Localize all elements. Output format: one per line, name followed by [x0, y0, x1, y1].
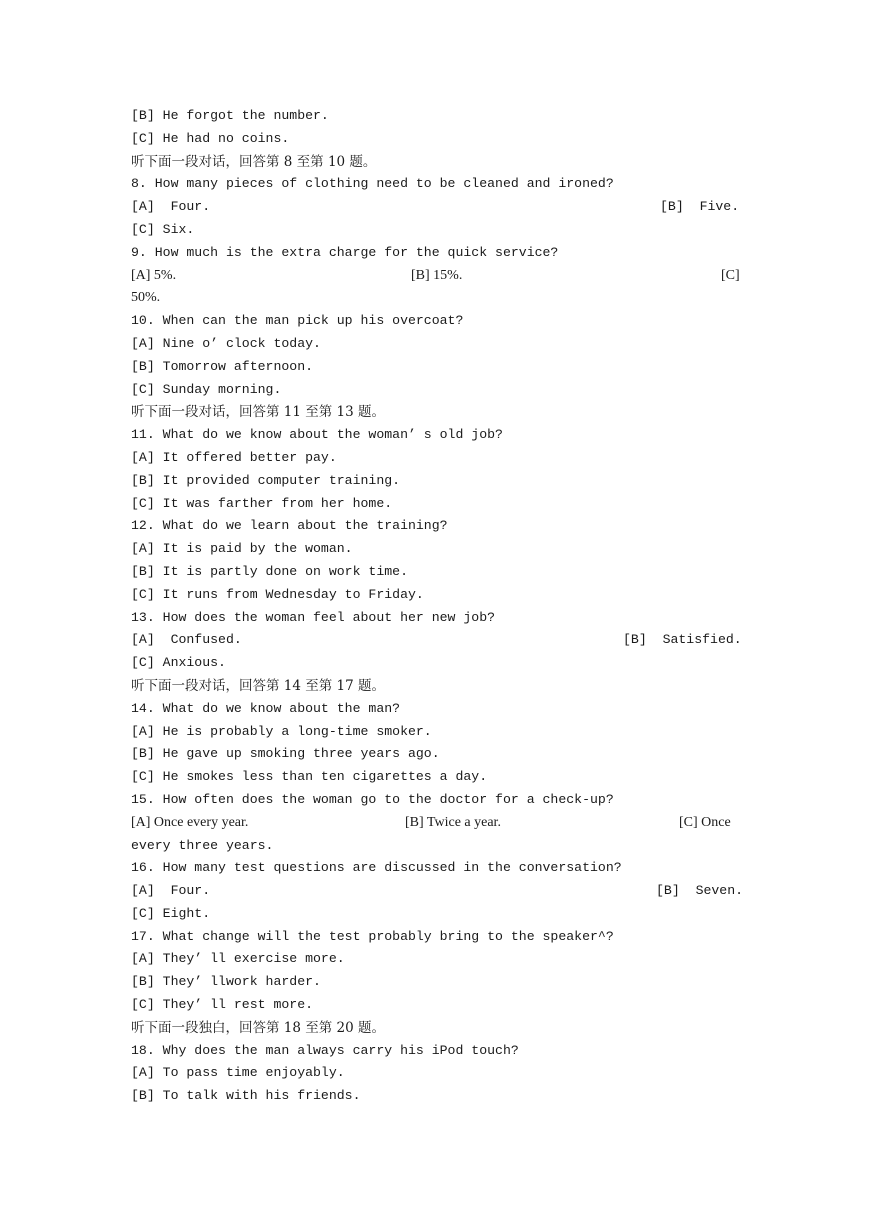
option-text: 50%. — [131, 290, 161, 306]
option-text: [B] He forgot the number. — [131, 108, 329, 123]
option-b: [B] Seven. — [656, 883, 744, 899]
option-text: [B] He gave up smoking three years ago. — [131, 746, 440, 762]
option-a: [A] Once every year. — [131, 814, 249, 830]
options-row — [131, 629, 743, 652]
option-text: [C] It was farther from her home. — [131, 495, 393, 511]
options-row — [131, 196, 743, 219]
question-text: 15. How often does the woman go to the doctor for a check-up? — [131, 791, 614, 807]
option-a: [A] Four. — [131, 199, 211, 215]
question-text: 18. Why does the man always carry his iPod touch? — [131, 1042, 519, 1058]
question-text: 14. What do we know about the man? — [131, 700, 401, 716]
option-a: [A] Confused. — [131, 632, 242, 648]
option-text: [A] He is probably a long-time smoker. — [131, 723, 432, 739]
option-text: [C] Eight. — [131, 905, 211, 921]
section-instruction: 听下面一段对话，回答第 11 至第 13 题。 — [131, 404, 386, 421]
option-text: [B] It provided computer training. — [131, 472, 401, 488]
option-a: [A] 5%. — [131, 267, 177, 283]
option-text: [A] Nine o’ clock today. — [131, 335, 321, 351]
question-text: 11. What do we know about the woman’ s old job? — [131, 427, 503, 443]
option-text: [C] It runs from Wednesday to Friday. — [131, 586, 424, 602]
question-text: 17. What change will the test probably bring to the speaker^? — [131, 928, 614, 944]
option-text: [C] Six. — [131, 221, 195, 237]
option-text: [B] Tomorrow afternoon. — [131, 358, 314, 374]
option-b: [B] 15%. — [411, 267, 463, 283]
option-text: [C] He had no coins. — [131, 130, 290, 146]
option-text: [A] They’ ll exercise more. — [131, 951, 345, 967]
option-text: [B] They’ llwork harder. — [131, 974, 321, 990]
option-b: [B] Five. — [660, 199, 740, 215]
option-text: [A] It offered better pay. — [131, 449, 337, 465]
option-text: [C] They’ ll rest more. — [131, 997, 314, 1013]
option-text: [B] To talk with his friends. — [131, 1088, 361, 1104]
option-text: [B] It is partly done on work time. — [131, 563, 408, 579]
option-text: [A] To pass time enjoyably. — [131, 1065, 345, 1081]
option-text: [A] It is paid by the woman. — [131, 541, 353, 557]
section-instruction: 听下面一段对话，回答第 8 至第 10 题。 — [131, 153, 377, 170]
option-b: [B] Satisfied. — [623, 632, 742, 648]
option-a: [A] Four. — [131, 883, 211, 899]
question-text: 16. How many test questions are discussed in the conversation? — [131, 860, 622, 876]
question-text: 13. How does the woman feel about her new job? — [131, 609, 496, 625]
section-instruction: 听下面一段独白，回答第 18 至第 20 题。 — [131, 1019, 386, 1036]
question-text: 10. When can the man pick up his overcoat? — [131, 313, 464, 329]
section-instruction: 听下面一段对话，回答第 14 至第 17 题。 — [131, 677, 386, 694]
option-text: [C] Anxious. — [131, 655, 226, 671]
question-text: 12. What do we learn about the training? — [131, 518, 448, 534]
option-c: [C] Once — [679, 814, 731, 830]
question-text: 8. How many pieces of clothing need to be cleaned and ironed? — [131, 176, 614, 192]
options-row — [131, 265, 743, 288]
options-row — [131, 812, 743, 835]
option-text: every three years. — [131, 837, 274, 853]
options-row — [131, 880, 743, 903]
option-text: [C] He smokes less than ten cigarettes a day. — [131, 769, 488, 785]
option-c: [C] — [721, 267, 740, 283]
question-text: 9. How much is the extra charge for the quick service? — [131, 244, 559, 260]
option-b: [B] Twice a year. — [405, 814, 501, 830]
document-page — [131, 105, 743, 1108]
option-text: [C] Sunday morning. — [131, 381, 282, 397]
